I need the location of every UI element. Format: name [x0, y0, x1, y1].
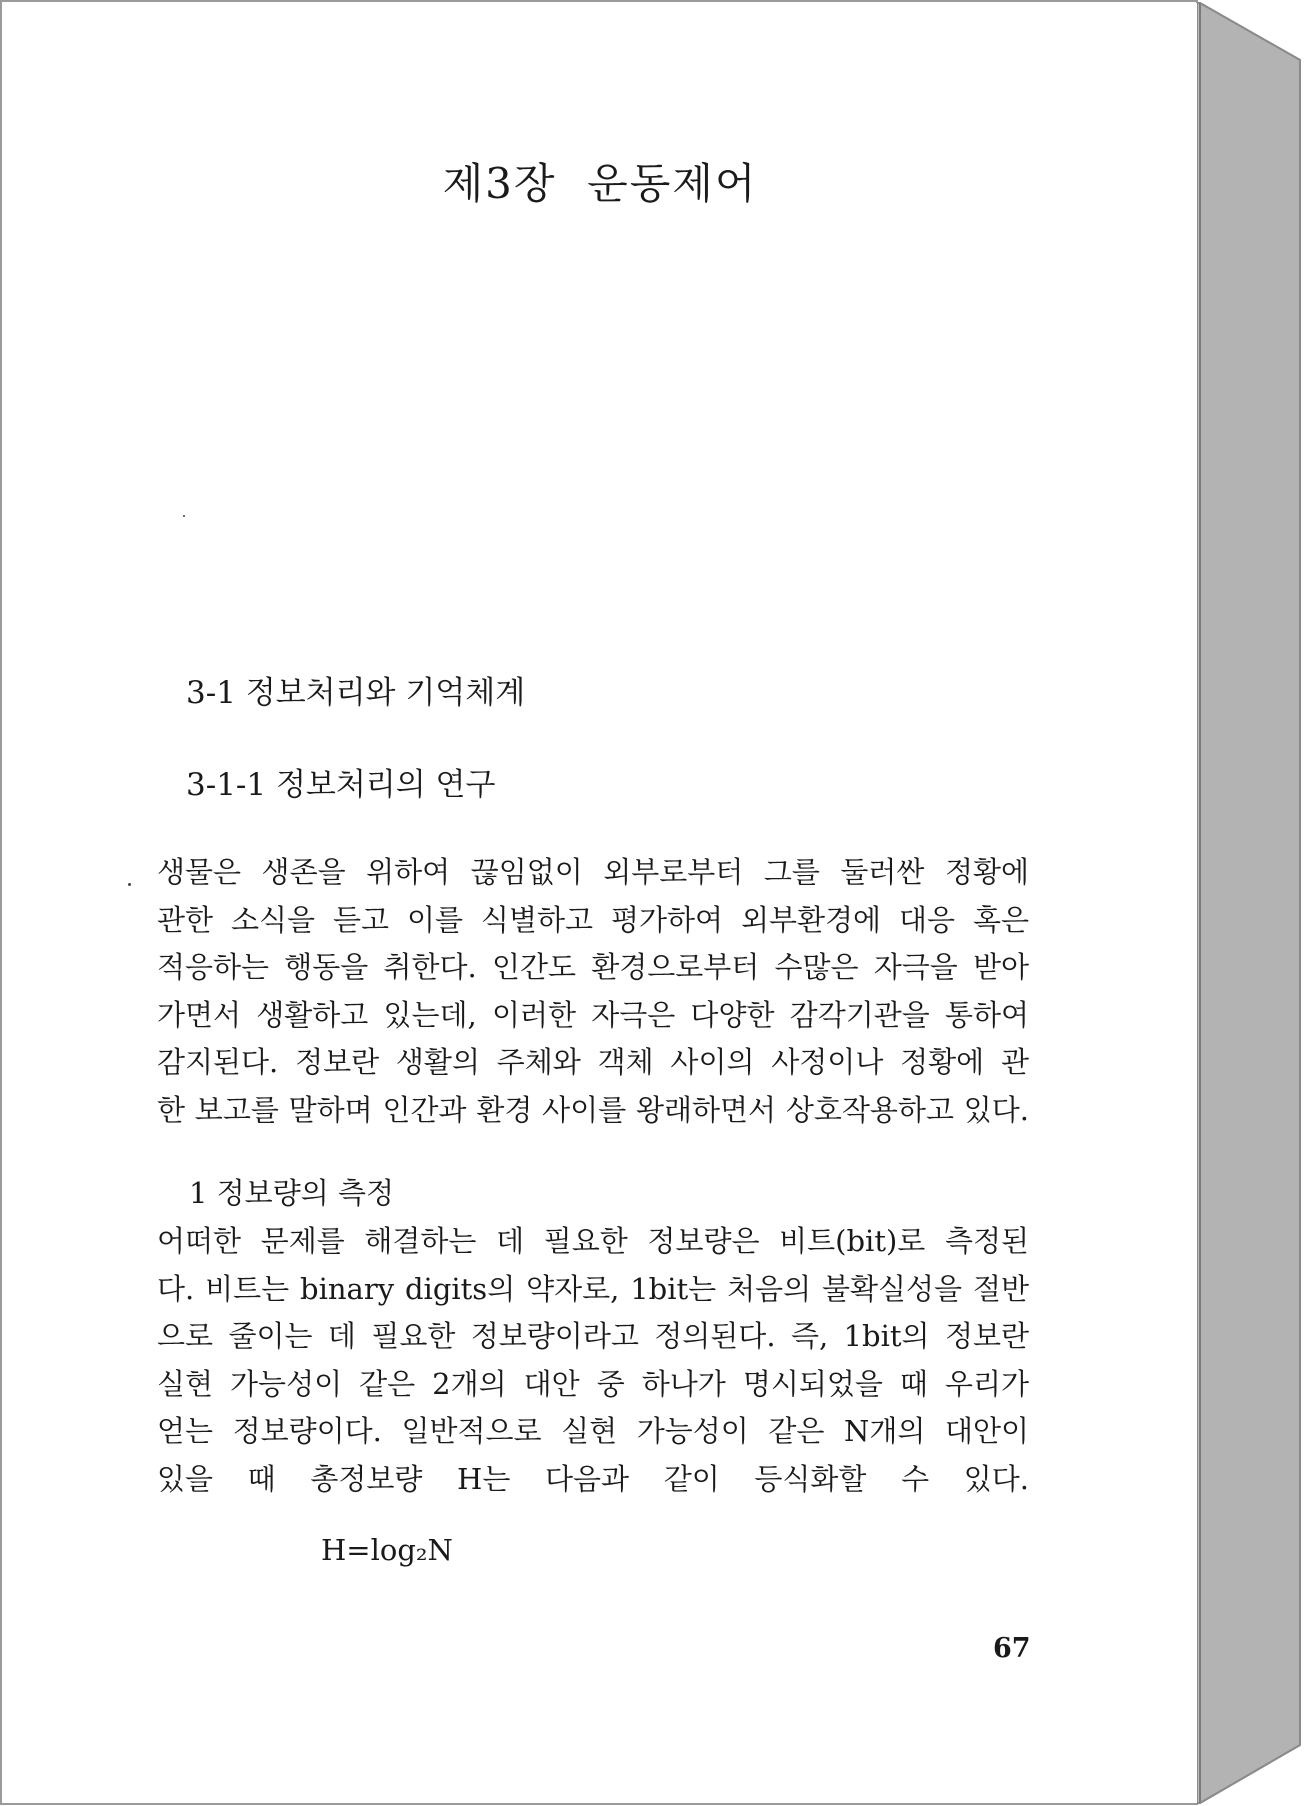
formula: H=log₂N	[321, 1533, 453, 1567]
chapter-title: 제3장 운동제어	[442, 159, 758, 208]
book-page	[3, 3, 1197, 1803]
paragraph-line: 다. 비트는 binary digits의 약자로, 1bit는 처음의 불확실성을 절반	[157, 1271, 1029, 1306]
paragraph-line: 어떠한 문제를 해결하는 데 필요한 정보량은 비트(bit)로 측정된	[157, 1224, 1029, 1258]
subsection-heading: 3-1-1 정보처리의 연구	[186, 767, 496, 803]
paragraph-line: 가면서 생활하고 있는데, 이러한 자극은 다양한 감각기관을 통하여	[157, 997, 1029, 1032]
paragraph-2	[157, 1218, 1029, 1503]
paragraph-line: 한 보고를 말하며 인간과 환경 사이를 왕래하면서 상호작용하고 있다.	[157, 1092, 1029, 1127]
paragraph-line: 생물은 생존을 위하여 끊임없이 외부로부터 그를 둘러싼 정황에	[157, 855, 1029, 889]
paragraph-line: 얻는 정보량이다. 일반적으로 실현 가능성이 같은 N개의 대안이	[157, 1414, 1029, 1448]
section-heading: 3-1 정보처리와 기억체계	[186, 675, 526, 711]
paragraph-line: 실현 가능성이 같은 2개의 대안 중 하나가 명시되었을 때 우리가	[157, 1366, 1029, 1401]
scan-speck	[128, 883, 131, 886]
paragraph-line: 적응하는 행동을 취한다. 인간도 환경으로부터 수많은 자극을 받아	[157, 950, 1029, 984]
paragraph-1	[157, 849, 1029, 1134]
paragraph-line: 있을 때 총정보량 H는 다음과 같이 등식화할 수 있다.	[157, 1461, 1029, 1496]
item-heading: 1 정보량의 측정	[189, 1176, 394, 1210]
paragraph-line: 관한 소식을 듣고 이를 식별하고 평가하여 외부환경에 대응 혹은	[157, 902, 1029, 937]
paragraph-line: 으로 줄이는 데 필요한 정보량이라고 정의된다. 즉, 1bit의 정보란	[157, 1319, 1029, 1353]
paragraph-line: 감지된다. 정보란 생활의 주체와 객체 사이의 사정이나 정황에 관	[157, 1045, 1029, 1079]
page-number: 67	[993, 1633, 1031, 1664]
scan-speck	[183, 515, 185, 517]
